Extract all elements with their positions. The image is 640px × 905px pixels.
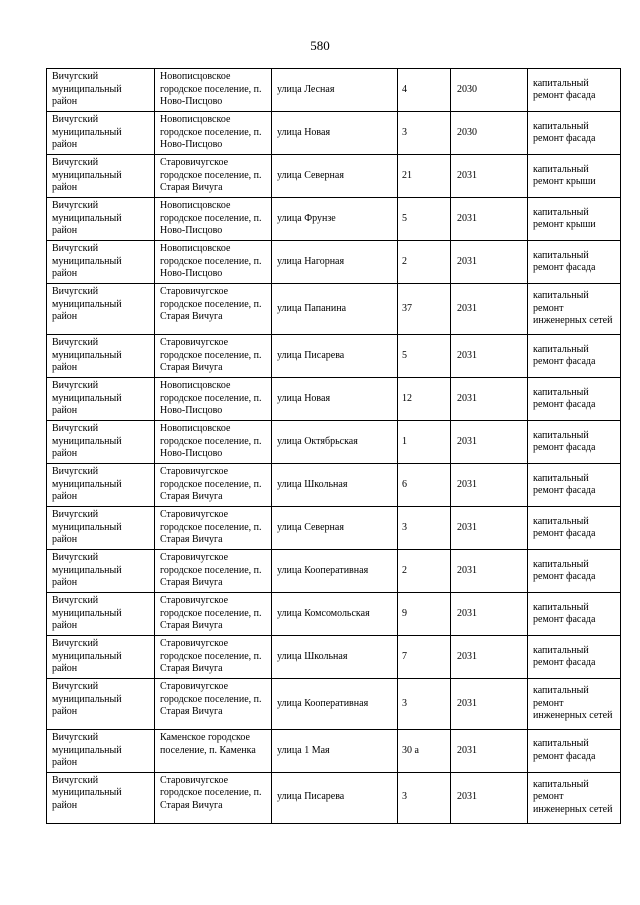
street-cell: улица Писарева: [272, 772, 398, 823]
house-number-cell: 2: [398, 241, 451, 284]
table-row: [47, 550, 621, 593]
street-cell: улица Школьная: [272, 636, 398, 679]
district-cell: Вичугский муниципальный район: [47, 593, 155, 636]
year-cell: 2031: [451, 241, 528, 284]
house-number-cell: 5: [398, 198, 451, 241]
year-cell: 2031: [451, 155, 528, 198]
work-type-cell: капитальный ремонт крыши: [528, 198, 621, 241]
settlement-cell: Новописцовское городское поселение, п. Ново-Писцово: [155, 69, 272, 112]
house-number-cell: 4: [398, 69, 451, 112]
table-row: [47, 730, 621, 773]
settlement-cell: Старовичугское городское поселение, п. Старая Вичуга: [155, 284, 272, 335]
settlement-cell: Новописцовское городское поселение, п. Ново-Писцово: [155, 421, 272, 464]
house-number-cell: 3: [398, 112, 451, 155]
table-row: [47, 112, 621, 155]
house-number-cell: 21: [398, 155, 451, 198]
street-cell: улица Нагорная: [272, 241, 398, 284]
district-cell: Вичугский муниципальный район: [47, 464, 155, 507]
district-cell: Вичугский муниципальный район: [47, 730, 155, 773]
work-type-cell: капитальный ремонт фасада: [528, 730, 621, 773]
year-cell: 2031: [451, 772, 528, 823]
street-cell: улица Кооперативная: [272, 679, 398, 730]
work-type-cell: капитальный ремонт инженерных сетей: [528, 284, 621, 335]
street-cell: улица Лесная: [272, 69, 398, 112]
district-cell: Вичугский муниципальный район: [47, 155, 155, 198]
settlement-cell: Новописцовское городское поселение, п. Ново-Писцово: [155, 241, 272, 284]
district-cell: Вичугский муниципальный район: [47, 198, 155, 241]
table-row: [47, 636, 621, 679]
table-row: [47, 198, 621, 241]
repair-schedule-table: [46, 68, 621, 824]
year-cell: 2031: [451, 636, 528, 679]
year-cell: 2031: [451, 335, 528, 378]
work-type-cell: капитальный ремонт фасада: [528, 593, 621, 636]
settlement-cell: Новописцовское городское поселение, п. Ново-Писцово: [155, 112, 272, 155]
house-number-cell: 6: [398, 464, 451, 507]
street-cell: улица Октябрьская: [272, 421, 398, 464]
table-row: [47, 507, 621, 550]
house-number-cell: 30 а: [398, 730, 451, 773]
settlement-cell: Старовичугское городское поселение, п. Старая Вичуга: [155, 772, 272, 823]
year-cell: 2031: [451, 198, 528, 241]
settlement-cell: Старовичугское городское поселение, п. Старая Вичуга: [155, 335, 272, 378]
year-cell: 2031: [451, 464, 528, 507]
house-number-cell: 3: [398, 679, 451, 730]
street-cell: улица Новая: [272, 112, 398, 155]
work-type-cell: капитальный ремонт фасада: [528, 241, 621, 284]
house-number-cell: 2: [398, 550, 451, 593]
work-type-cell: капитальный ремонт фасада: [528, 464, 621, 507]
table-row: [47, 335, 621, 378]
work-type-cell: капитальный ремонт инженерных сетей: [528, 772, 621, 823]
street-cell: улица Школьная: [272, 464, 398, 507]
year-cell: 2031: [451, 550, 528, 593]
work-type-cell: капитальный ремонт крыши: [528, 155, 621, 198]
year-cell: 2031: [451, 507, 528, 550]
street-cell: улица Папанина: [272, 284, 398, 335]
work-type-cell: капитальный ремонт фасада: [528, 421, 621, 464]
table-row: [47, 464, 621, 507]
district-cell: Вичугский муниципальный район: [47, 550, 155, 593]
settlement-cell: Старовичугское городское поселение, п. Старая Вичуга: [155, 155, 272, 198]
district-cell: Вичугский муниципальный район: [47, 241, 155, 284]
district-cell: Вичугский муниципальный район: [47, 507, 155, 550]
street-cell: улица 1 Мая: [272, 730, 398, 773]
district-cell: Вичугский муниципальный район: [47, 335, 155, 378]
year-cell: 2031: [451, 284, 528, 335]
page-number: 580: [310, 38, 330, 53]
district-cell: Вичугский муниципальный район: [47, 772, 155, 823]
year-cell: 2031: [451, 421, 528, 464]
street-cell: улица Северная: [272, 155, 398, 198]
settlement-cell: Старовичугское городское поселение, п. Старая Вичуга: [155, 507, 272, 550]
year-cell: 2030: [451, 69, 528, 112]
street-cell: улица Фрунзе: [272, 198, 398, 241]
year-cell: 2031: [451, 593, 528, 636]
district-cell: Вичугский муниципальный район: [47, 284, 155, 335]
street-cell: улица Кооперативная: [272, 550, 398, 593]
district-cell: Вичугский муниципальный район: [47, 378, 155, 421]
house-number-cell: 7: [398, 636, 451, 679]
table-row: [47, 772, 621, 823]
district-cell: Вичугский муниципальный район: [47, 421, 155, 464]
district-cell: Вичугский муниципальный район: [47, 69, 155, 112]
table-row: [47, 284, 621, 335]
district-cell: Вичугский муниципальный район: [47, 636, 155, 679]
settlement-cell: Старовичугское городское поселение, п. Старая Вичуга: [155, 636, 272, 679]
house-number-cell: 37: [398, 284, 451, 335]
house-number-cell: 5: [398, 335, 451, 378]
work-type-cell: капитальный ремонт фасада: [528, 335, 621, 378]
work-type-cell: капитальный ремонт фасада: [528, 112, 621, 155]
street-cell: улица Комсомольская: [272, 593, 398, 636]
street-cell: улица Северная: [272, 507, 398, 550]
work-type-cell: капитальный ремонт фасада: [528, 507, 621, 550]
work-type-cell: капитальный ремонт фасада: [528, 69, 621, 112]
table-row: [47, 421, 621, 464]
house-number-cell: 3: [398, 507, 451, 550]
year-cell: 2031: [451, 730, 528, 773]
table-row: [47, 679, 621, 730]
district-cell: Вичугский муниципальный район: [47, 112, 155, 155]
work-type-cell: капитальный ремонт фасада: [528, 550, 621, 593]
table-row: [47, 155, 621, 198]
table-row: [47, 241, 621, 284]
year-cell: 2031: [451, 378, 528, 421]
year-cell: 2031: [451, 679, 528, 730]
settlement-cell: Старовичугское городское поселение, п. Старая Вичуга: [155, 550, 272, 593]
table-row: [47, 69, 621, 112]
street-cell: улица Новая: [272, 378, 398, 421]
settlement-cell: Старовичугское городское поселение, п. Старая Вичуга: [155, 464, 272, 507]
table-body: [47, 69, 621, 824]
settlement-cell: Новописцовское городское поселение, п. Ново-Писцово: [155, 198, 272, 241]
house-number-cell: 12: [398, 378, 451, 421]
work-type-cell: капитальный ремонт фасада: [528, 378, 621, 421]
house-number-cell: 9: [398, 593, 451, 636]
district-cell: Вичугский муниципальный район: [47, 679, 155, 730]
table-row: [47, 378, 621, 421]
table-row: [47, 593, 621, 636]
settlement-cell: Каменское городское поселение, п. Каменка: [155, 730, 272, 773]
settlement-cell: Новописцовское городское поселение, п. Ново-Писцово: [155, 378, 272, 421]
street-cell: улица Писарева: [272, 335, 398, 378]
house-number-cell: 3: [398, 772, 451, 823]
house-number-cell: 1: [398, 421, 451, 464]
settlement-cell: Старовичугское городское поселение, п. Старая Вичуга: [155, 593, 272, 636]
year-cell: 2030: [451, 112, 528, 155]
work-type-cell: капитальный ремонт инженерных сетей: [528, 679, 621, 730]
work-type-cell: капитальный ремонт фасада: [528, 636, 621, 679]
settlement-cell: Старовичугское городское поселение, п. Старая Вичуга: [155, 679, 272, 730]
